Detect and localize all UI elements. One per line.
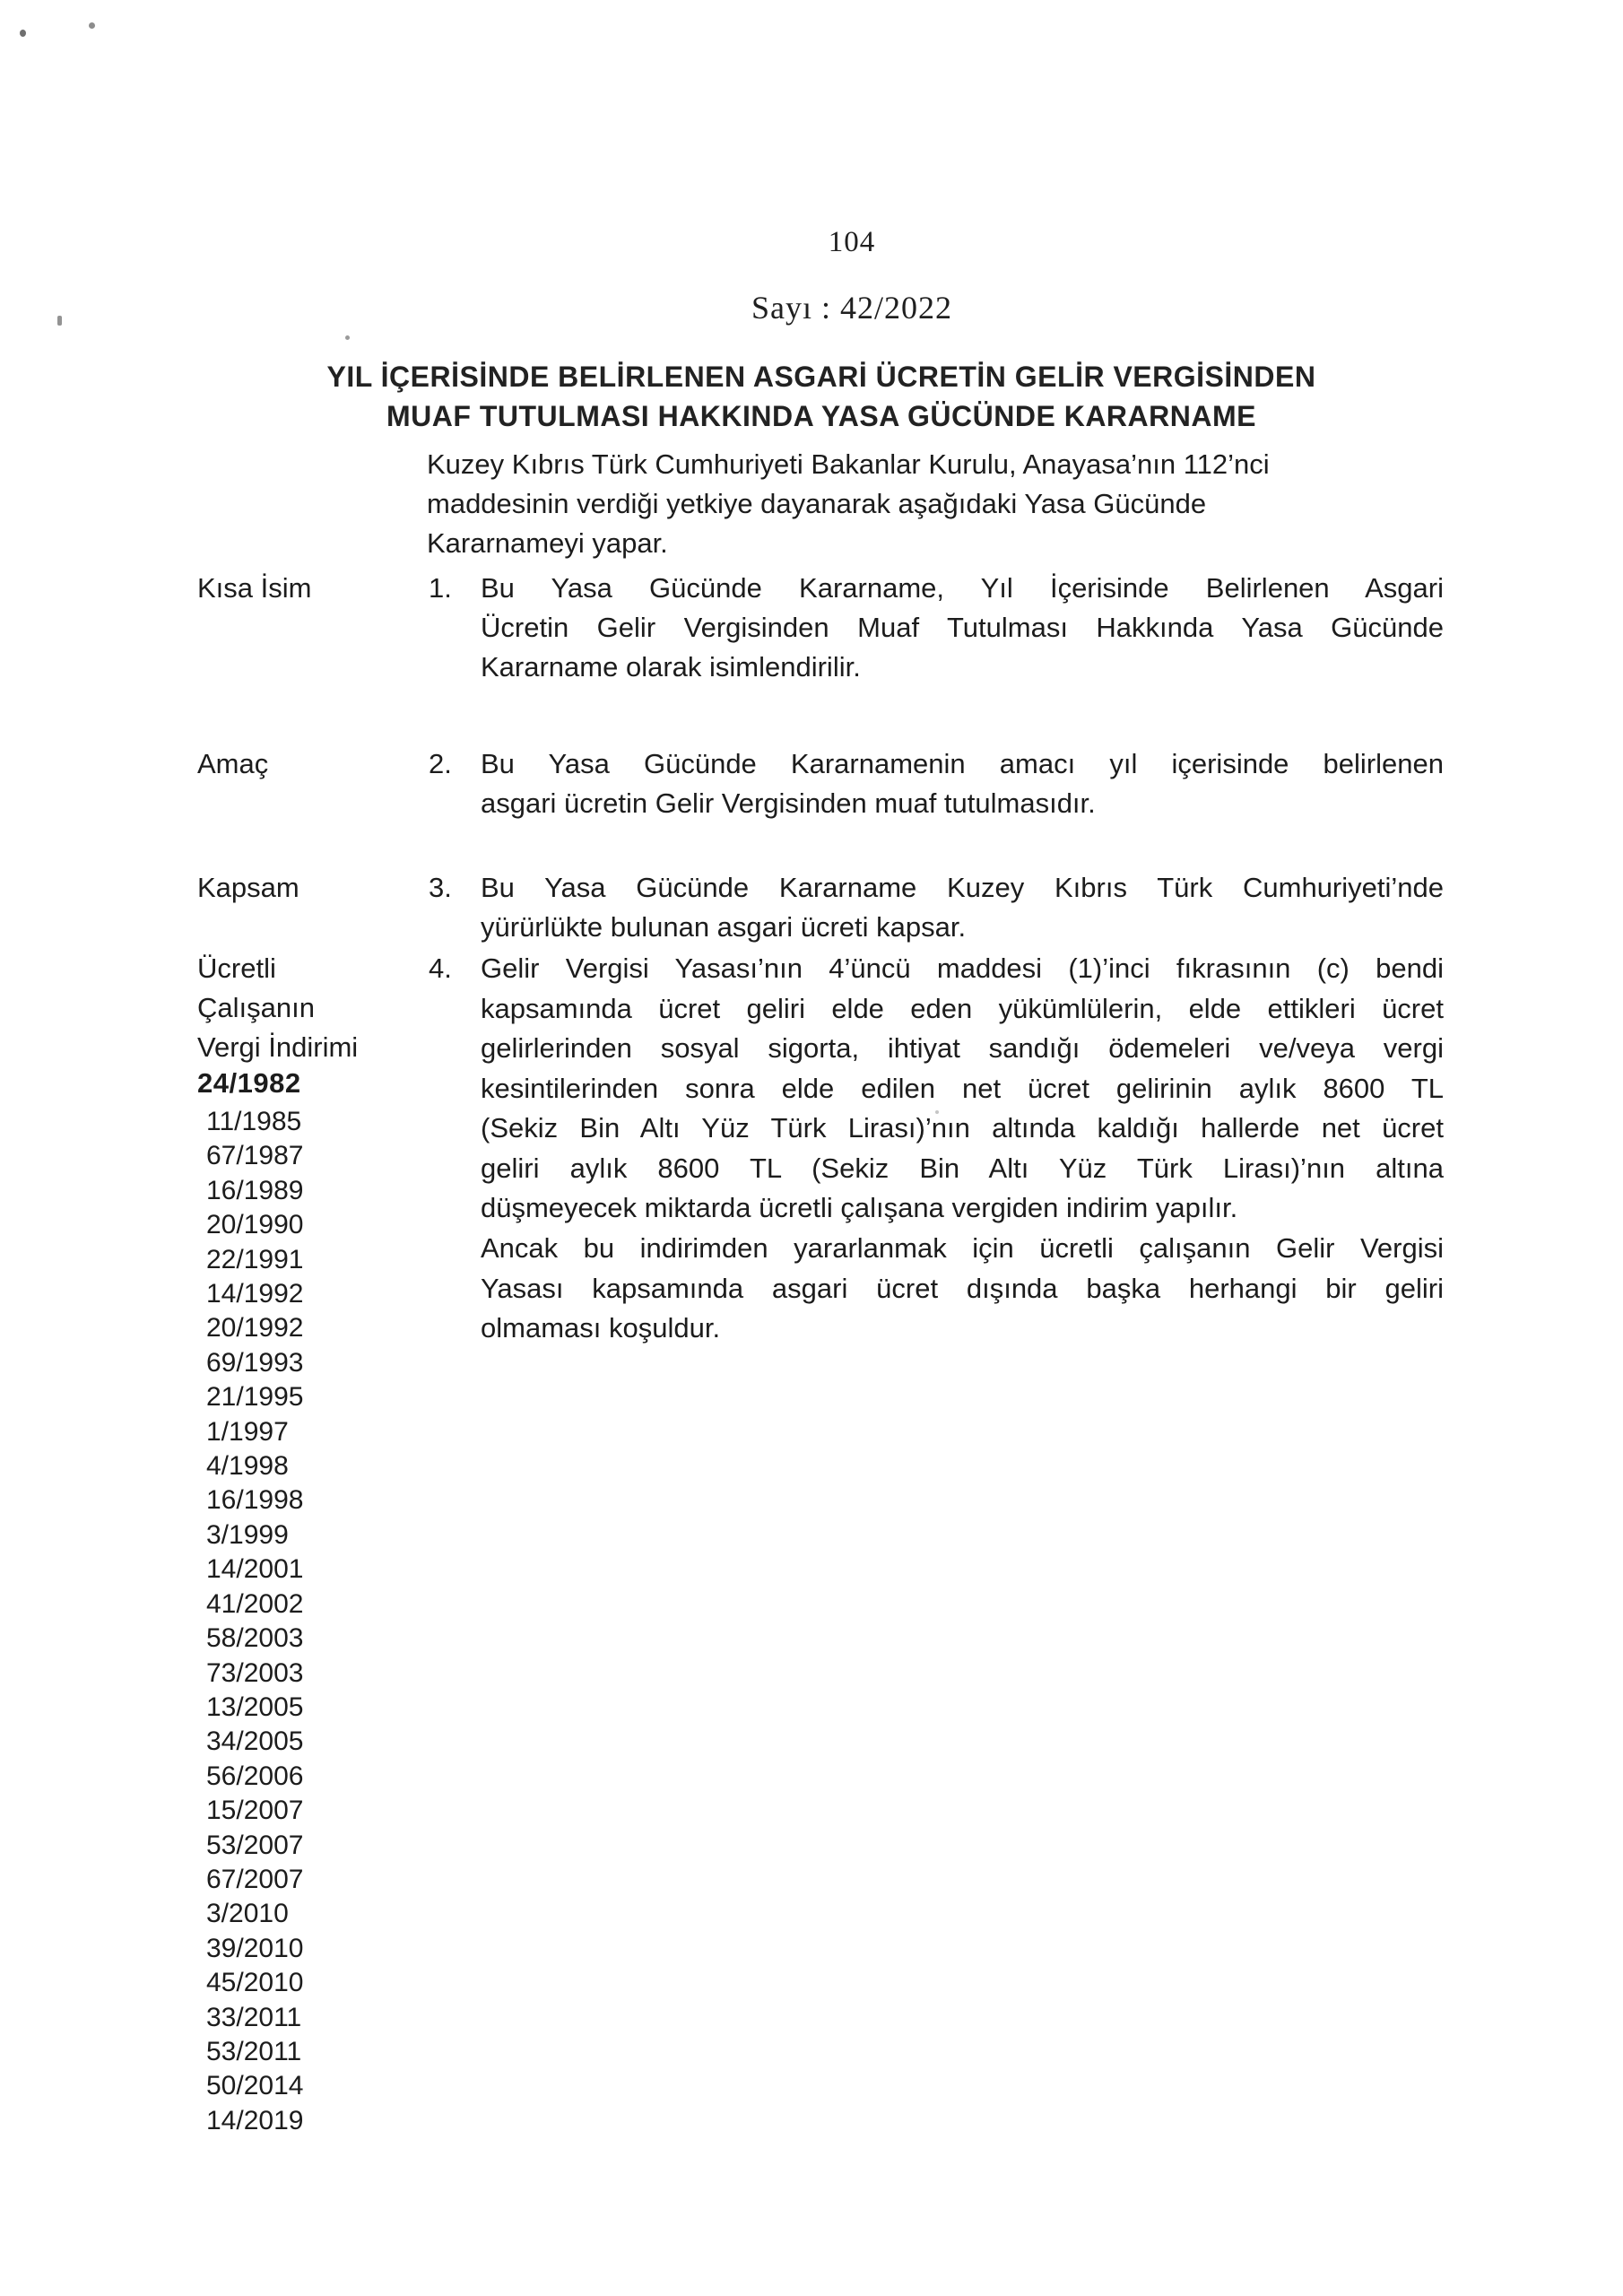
amendment-law-reference: 45/2010: [206, 1968, 304, 1998]
article-4-paragraph-2-line: Ancak bu indirimden yararlanmak için ücretli çalışanın Gelir Vergisi: [481, 1232, 1444, 1264]
amendment-law-reference: 50/2014: [206, 2071, 304, 2101]
amendment-law-reference: 56/2006: [206, 1761, 304, 1791]
amendment-law-references: [206, 1105, 430, 2138]
article-3-side-label: Kapsam: [197, 872, 299, 903]
article-4-side-label-line: Ücretli: [197, 952, 276, 984]
amendment-law-reference: 53/2007: [206, 1830, 304, 1860]
amendment-law-reference: 16/1998: [206, 1485, 304, 1516]
article-4-paragraph-1-line: düşmeyecek miktarda ücretli çalışana vergiden indirim yapılır.: [481, 1192, 1238, 1223]
amendment-law-reference: 1/1997: [206, 1416, 289, 1447]
article-1-side-label: Kısa İsim: [197, 572, 312, 604]
preamble-line: Kararnameyi yapar.: [427, 527, 668, 559]
article-2-text: [481, 744, 1444, 823]
amendment-law-reference: 22/1991: [206, 1244, 304, 1274]
amendment-law-reference: 14/1992: [206, 1279, 304, 1309]
scan-artifact: [89, 22, 95, 29]
article-4-paragraph-1-line: kapsamında ücret geliri elde eden yükümlülerin, elde ettikleri ücret: [481, 992, 1444, 1024]
preamble-line: Kuzey Kıbrıs Türk Cumhuriyeti Bakanlar Kurulu, Anayasa’nın 112’nci: [427, 448, 1270, 480]
article-3-text: [481, 868, 1444, 947]
issue-number: Sayı : 42/2022: [751, 290, 952, 326]
article-4-paragraph-1-line: geliri aylık 8600 TL (Sekiz Bin Altı Yüz Türk Lirası)’nın altına: [481, 1152, 1444, 1184]
article-2-number: 2.: [429, 748, 452, 779]
article-2-side-label: Amaç: [197, 748, 269, 779]
amendment-law-reference: 41/2002: [206, 1588, 304, 1619]
amendment-law-reference: 33/2011: [206, 2002, 302, 2032]
article-1-text: [481, 569, 1444, 687]
article-4-paragraph-2-line: Yasası kapsamında asgari ücret dışında başka herhangi bir geliri: [481, 1272, 1444, 1304]
amendment-law-reference: 4/1998: [206, 1451, 289, 1482]
amendment-law-reference: 53/2011: [206, 2036, 302, 2066]
article-3-text-line: Bu Yasa Gücünde Kararname Kuzey Kıbrıs Türk Cumhuriyeti’nde: [481, 872, 1444, 903]
article-1-text-line: Bu Yasa Gücünde Kararname, Yıl İçerisinde Belirlenen Asgari: [481, 572, 1444, 604]
preamble-line: maddesinin verdiği yetkiye dayanarak aşağıdaki Yasa Gücünde: [427, 488, 1207, 519]
amendment-law-reference: 14/2001: [206, 1554, 304, 1585]
scan-artifact: [20, 30, 26, 37]
article-4-paragraph-2-line: olmaması koşuldur.: [481, 1312, 721, 1344]
article-1-text-line: Ücretin Gelir Vergisinden Muaf Tutulması Hakkında Yasa Gücünde: [481, 612, 1444, 643]
amendment-law-reference: 14/2019: [206, 2105, 304, 2135]
decree-title: [197, 357, 1445, 436]
amendment-law-reference: 3/2010: [206, 1899, 289, 1929]
amendment-law-reference: 13/2005: [206, 1692, 304, 1722]
article-4-paragraph-1: [481, 949, 1444, 1229]
amendment-law-reference: 3/1999: [206, 1519, 289, 1550]
amendment-law-reference: 20/1992: [206, 1313, 304, 1344]
article-1-text-line: Kararname olarak isimlendirilir.: [481, 651, 861, 683]
article-4-number: 4.: [429, 952, 452, 984]
article-4-paragraph-1-line: (Sekiz Bin Altı Yüz Türk Lirası)’nın altında kaldığı hallerde net ücret: [481, 1112, 1444, 1144]
amendment-law-reference: 39/2010: [206, 1933, 304, 1963]
amendment-law-reference: 69/1993: [206, 1347, 304, 1378]
article-4-paragraph-2: [481, 1229, 1444, 1349]
article-4-side-label: [197, 949, 421, 1067]
decree-title-line: MUAF TUTULMASI HAKKINDA YASA GÜCÜNDE KARARNAME: [386, 400, 1256, 432]
amendment-law-reference: 11/1985: [206, 1107, 302, 1136]
amendment-law-reference: 67/1987: [206, 1141, 304, 1171]
article-3-text-line: yürürlükte bulunan asgari ücreti kapsar.: [481, 911, 967, 943]
scan-artifact: [57, 316, 62, 326]
amendment-law-reference: 21/1995: [206, 1382, 304, 1413]
amendment-law-reference: 15/2007: [206, 1796, 304, 1826]
preamble: [427, 445, 1404, 563]
scan-artifact: [345, 335, 350, 340]
article-2-text-line: asgari ücretin Gelir Vergisinden muaf tutulmasıdır.: [481, 787, 1096, 819]
amendment-law-reference: 34/2005: [206, 1726, 304, 1757]
page-number: 104: [828, 226, 876, 258]
article-3-number: 3.: [429, 872, 452, 903]
article-4-paragraph-1-line: kesintilerinden sonra elde edilen net ücret gelirinin aylık 8600 TL: [481, 1072, 1444, 1104]
amendment-law-reference: 58/2003: [206, 1623, 304, 1654]
amendment-law-reference: 20/1990: [206, 1210, 304, 1240]
article-4-paragraph-1-line: gelirlerinden sosyal sigorta, ihtiyat sandığı ödemeleri ve/veya vergi: [481, 1032, 1444, 1064]
amendment-law-reference: 16/1989: [206, 1175, 304, 1205]
principal-law-reference: 24/1982: [197, 1067, 301, 1099]
article-1-number: 1.: [429, 572, 452, 604]
article-2-text-line: Bu Yasa Gücünde Kararnamenin amacı yıl içerisinde belirlenen: [481, 748, 1444, 779]
amendment-law-reference: 73/2003: [206, 1657, 304, 1688]
article-4-side-label-line: Çalışanın: [197, 992, 315, 1023]
article-4-paragraph-1-line: Gelir Vergisi Yasası’nın 4’üncü maddesi (1)’inci fıkrasının (c) bendi: [481, 952, 1444, 984]
amendment-law-reference: 67/2007: [206, 1864, 304, 1894]
article-4-side-label-line: Vergi İndirimi: [197, 1031, 359, 1063]
decree-title-line: YIL İÇERİSİNDE BELİRLENEN ASGARİ ÜCRETİN GELİR VERGİSİNDEN: [326, 361, 1316, 393]
